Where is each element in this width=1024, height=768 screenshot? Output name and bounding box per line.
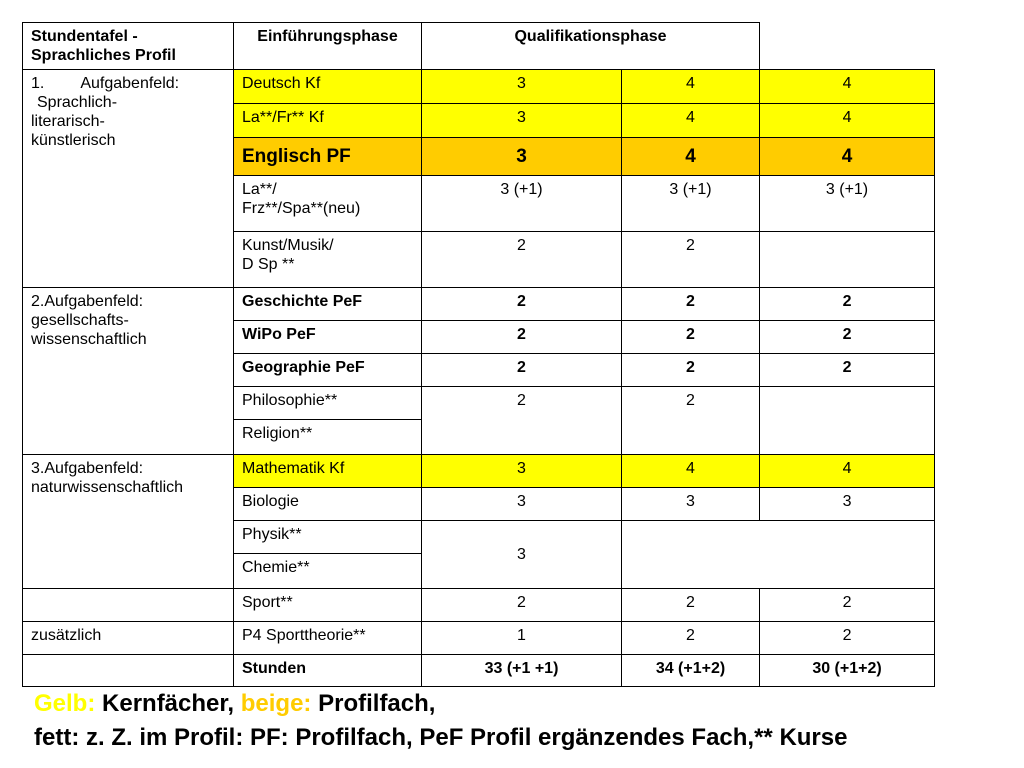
- value-cell: 1: [422, 622, 622, 655]
- empty-cell: [622, 521, 935, 589]
- subject-cell: Physik**: [234, 521, 422, 554]
- subject-cell: Stunden: [234, 655, 422, 687]
- header-einfuehrungsphase: Einführungsphase: [234, 23, 422, 70]
- value-cell: 4: [760, 138, 935, 176]
- subject-cell: Englisch PF: [234, 138, 422, 176]
- table-row: [23, 70, 935, 104]
- legend-kernfaecher: Kernfächer,: [95, 690, 241, 717]
- subject-cell: Deutsch Kf: [234, 70, 422, 104]
- value-cell: 4: [622, 455, 760, 488]
- table-row: [23, 589, 935, 622]
- subject-cell: Biologie: [234, 488, 422, 521]
- empty-cell: [23, 655, 234, 687]
- subject-cell: Sport**: [234, 589, 422, 622]
- legend-beige: beige:: [240, 690, 312, 717]
- value-cell: 2: [760, 589, 935, 622]
- value-cell: 3: [422, 521, 622, 589]
- value-cell: 3: [622, 488, 760, 521]
- empty-cell: [23, 589, 234, 622]
- table-row: [23, 455, 935, 488]
- header-qualifikationsphase: Qualifikationsphase: [422, 23, 760, 70]
- group-aufgabenfeld-2: 2.Aufgabenfeld: gesellschafts- wissenschaftlich: [23, 288, 234, 455]
- legend-profilfach: Profilfach,: [311, 690, 436, 717]
- subject-cell: Kunst/Musik/ D Sp **: [234, 232, 422, 288]
- value-cell: 3 (+1): [622, 176, 760, 232]
- group-zusaetzlich: zusätzlich: [23, 622, 234, 655]
- subject-cell: Geschichte PeF: [234, 288, 422, 321]
- legend-line-2: fett: z. Z. im Profil: PF: Profilfach, PeF Profil ergänzendes Fach,** Kurse: [34, 724, 848, 751]
- value-cell: 2: [622, 288, 760, 321]
- subject-cell: Philosophie**: [234, 387, 422, 420]
- stundentafel-table: [22, 22, 935, 687]
- subject-cell: Religion**: [234, 420, 422, 455]
- total-cell: 34 (+1+2): [622, 655, 760, 687]
- header-row: [23, 23, 935, 70]
- empty-cell: [760, 232, 935, 288]
- value-cell: 3: [422, 104, 622, 138]
- value-cell: 4: [622, 70, 760, 104]
- value-cell: 4: [622, 104, 760, 138]
- legend-gelb: Gelb:: [34, 690, 96, 717]
- value-cell: 4: [760, 455, 935, 488]
- total-cell: 33 (+1 +1): [422, 655, 622, 687]
- value-cell: 2: [422, 589, 622, 622]
- value-cell: 3 (+1): [422, 176, 622, 232]
- value-cell: 2: [422, 387, 622, 455]
- value-cell: 2: [622, 354, 760, 387]
- value-cell: 2: [422, 354, 622, 387]
- subject-cell: WiPo PeF: [234, 321, 422, 354]
- value-cell: 4: [622, 138, 760, 176]
- subject-cell: P4 Sporttheorie**: [234, 622, 422, 655]
- value-cell: 4: [760, 70, 935, 104]
- value-cell: 2: [622, 589, 760, 622]
- value-cell: 2: [760, 622, 935, 655]
- value-cell: 3: [422, 488, 622, 521]
- subject-cell: La**/ Frz**/Spa**(neu): [234, 176, 422, 232]
- group-aufgabenfeld-3: 3.Aufgabenfeld: naturwissenschaftlich: [23, 455, 234, 589]
- value-cell: 3: [422, 455, 622, 488]
- value-cell: 2: [422, 321, 622, 354]
- value-cell: 2: [760, 288, 935, 321]
- group-aufgabenfeld-1: 1. Aufgabenfeld: Sprachlich- literarisch- künstlerisch: [23, 70, 234, 288]
- value-cell: 3: [422, 70, 622, 104]
- value-cell: 3 (+1): [760, 176, 935, 232]
- subject-cell: Chemie**: [234, 554, 422, 589]
- value-cell: 2: [760, 321, 935, 354]
- value-cell: 2: [622, 622, 760, 655]
- value-cell: 2: [760, 354, 935, 387]
- value-cell: 2: [622, 387, 760, 455]
- subject-cell: Mathematik Kf: [234, 455, 422, 488]
- legend-line-1: [34, 690, 435, 718]
- table-title: Stundentafel - Sprachliches Profil: [23, 23, 234, 70]
- table-row: [23, 622, 935, 655]
- table-row: [23, 288, 935, 321]
- value-cell: 2: [622, 321, 760, 354]
- value-cell: 2: [422, 288, 622, 321]
- empty-cell: [760, 387, 935, 455]
- value-cell: 2: [622, 232, 760, 288]
- value-cell: 3: [760, 488, 935, 521]
- value-cell: 3: [422, 138, 622, 176]
- totals-row: [23, 655, 935, 687]
- subject-cell: La**/Fr** Kf: [234, 104, 422, 138]
- subject-cell: Geographie PeF: [234, 354, 422, 387]
- value-cell: 2: [422, 232, 622, 288]
- total-cell: 30 (+1+2): [760, 655, 935, 687]
- value-cell: 4: [760, 104, 935, 138]
